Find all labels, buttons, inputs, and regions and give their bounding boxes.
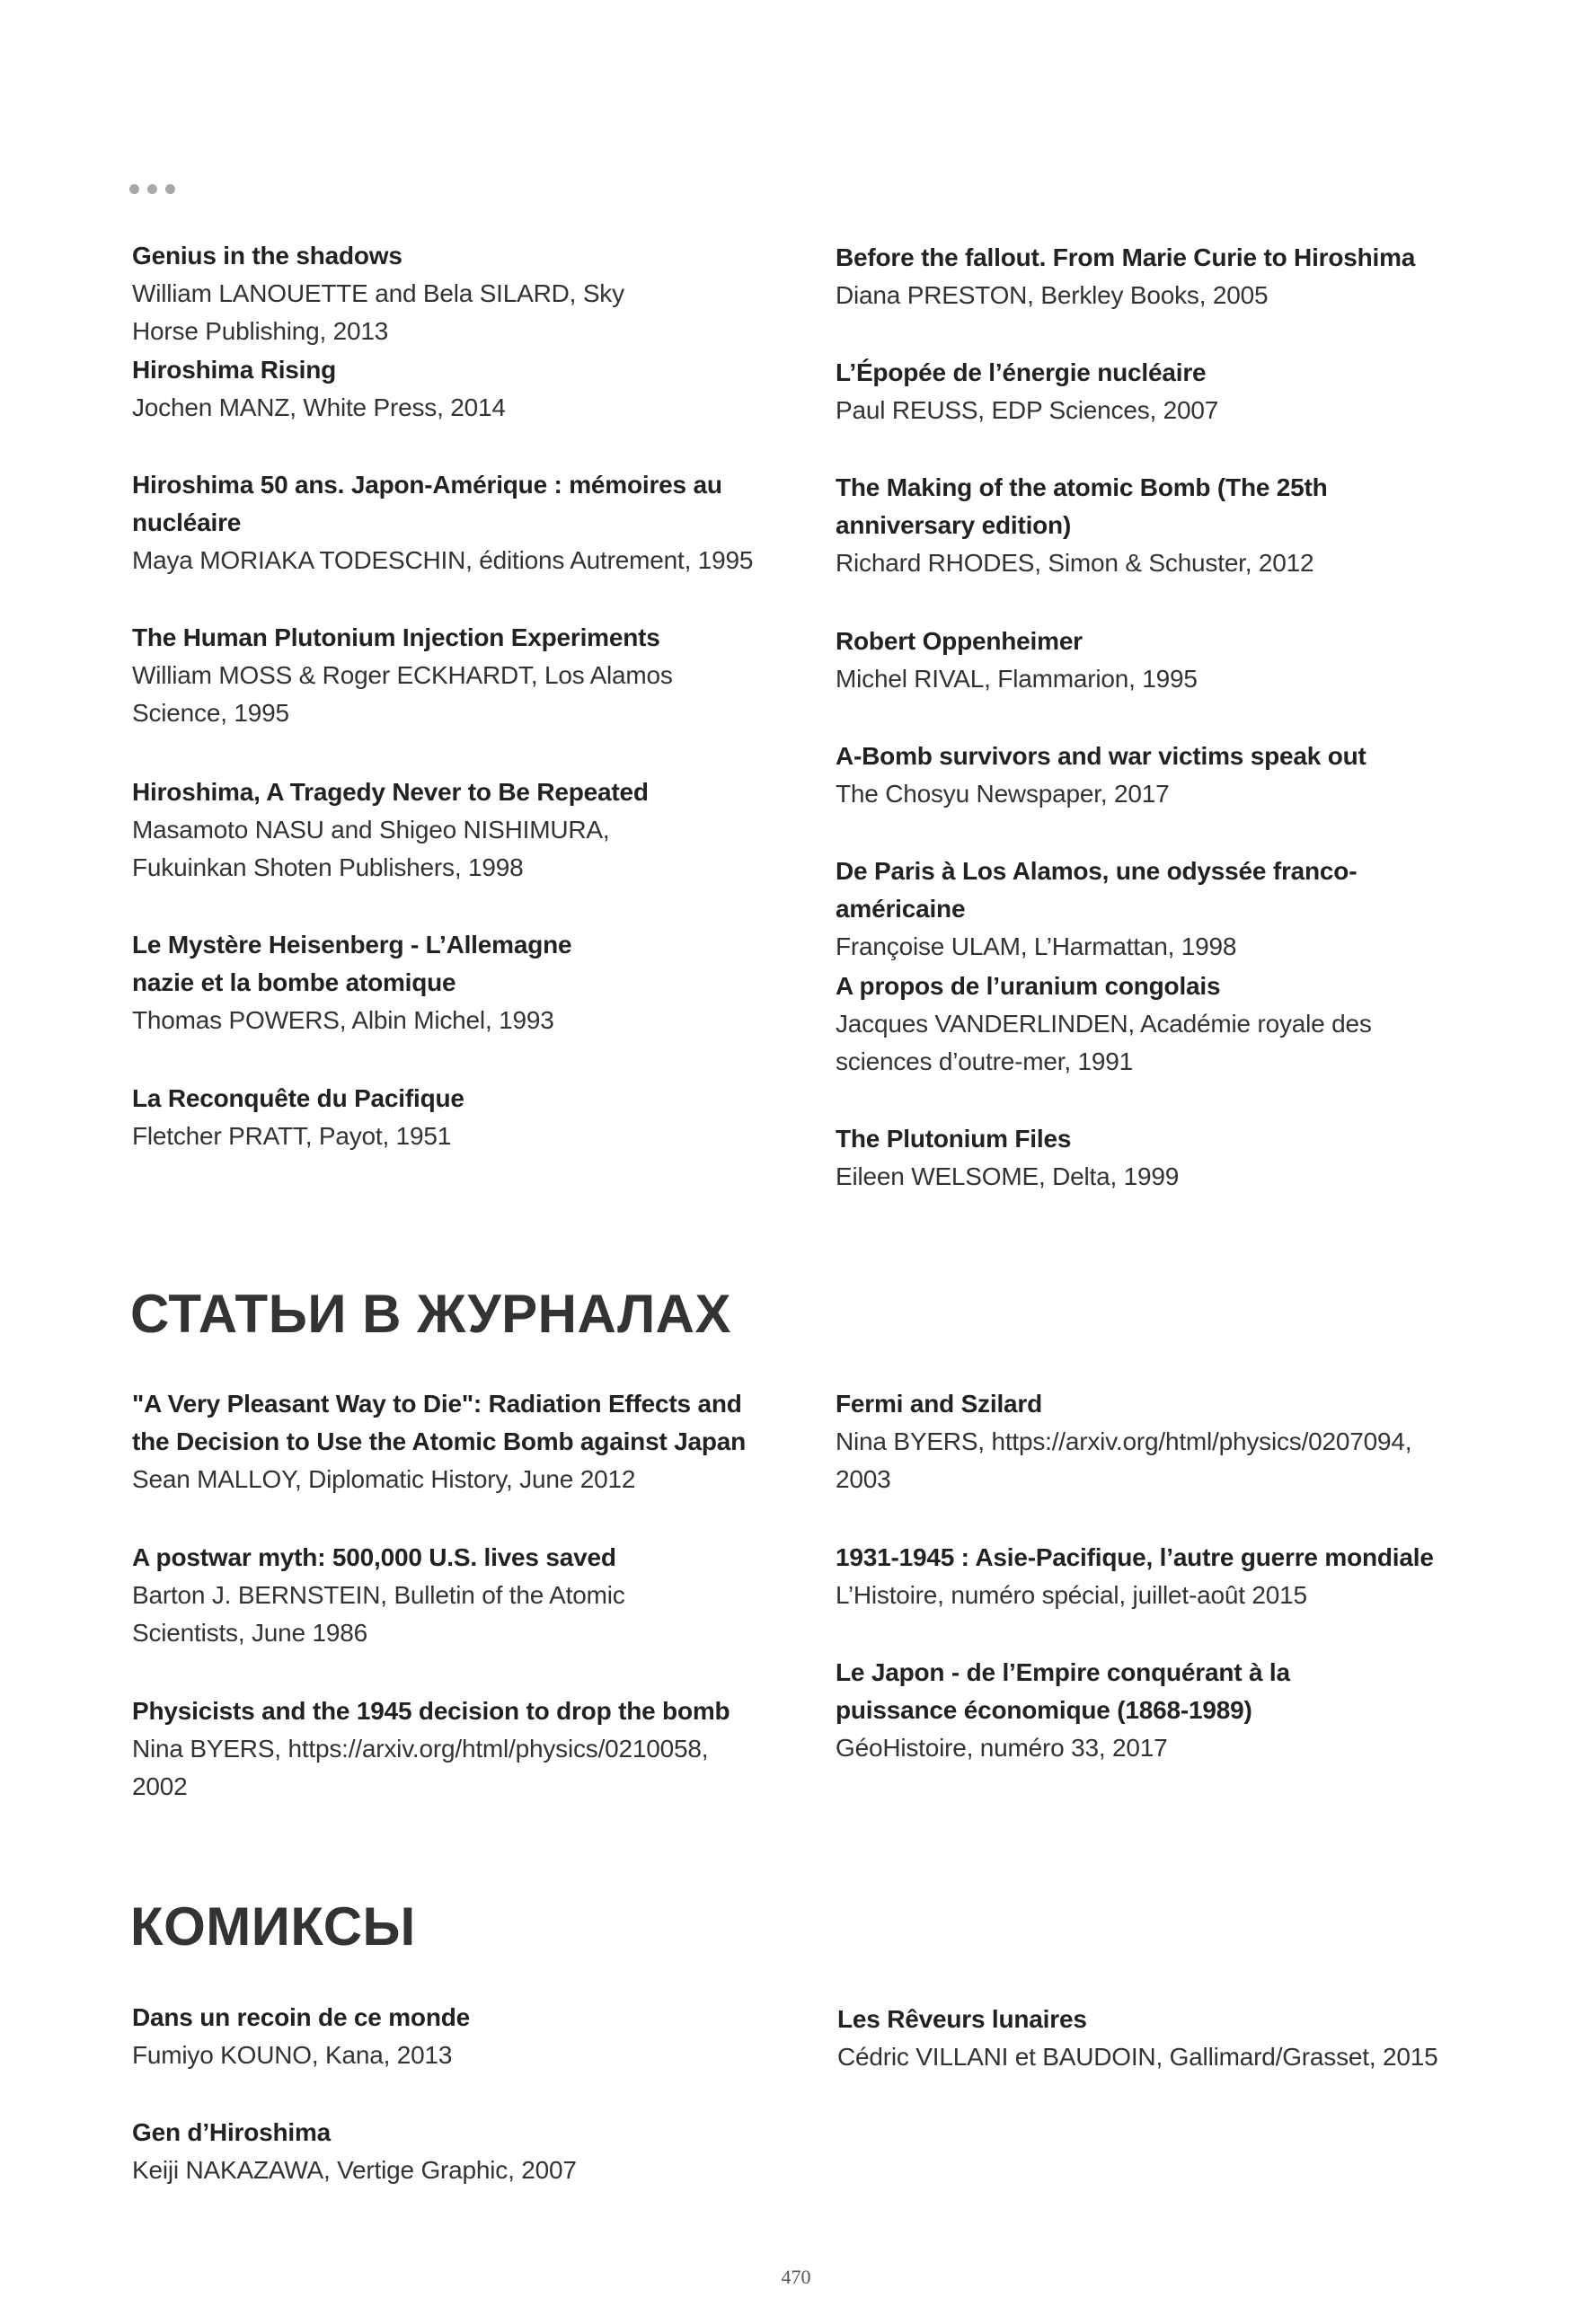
entry-details: L’Histoire, numéro spécial, juillet-août 2015 <box>836 1581 1307 1609</box>
bibliography-entry <box>132 926 761 1080</box>
bibliography-entry <box>836 1654 1482 1767</box>
entry-details: Michel RIVAL, Flammarion, 1995 <box>836 665 1198 693</box>
entry-details: Jacques VANDERLINDEN, Académie royale des sciences d’outre-mer, 1991 <box>836 1010 1372 1075</box>
entry-title: The Plutonium Files <box>836 1125 1072 1153</box>
entry-details: Sean MALLOY, Diplomatic History, June 2012 <box>132 1465 636 1493</box>
entry-details: Masamoto NASU and Shigeo NISHIMURA, Fukuinkan Shoten Publishers, 1998 <box>132 816 610 881</box>
bibliography-entry <box>132 351 761 466</box>
dot-icon <box>129 184 139 194</box>
entry-details: Maya MORIAKA TODESCHIN, éditions Autrement, 1995 <box>132 546 754 574</box>
bibliography-entry <box>836 968 1482 1120</box>
entry-details: Keiji NAKAZAWA, Vertige Graphic, 2007 <box>132 2156 577 2184</box>
bibliography-entry <box>837 2001 1484 2076</box>
entry-details: William LANOUETTE and Bela SILARD, Sky Horse Publishing, 2013 <box>132 279 624 345</box>
dot-icon <box>165 184 175 194</box>
bibliography-entry <box>836 1385 1482 1539</box>
bibliography-entry <box>132 466 761 619</box>
entry-title: 1931-1945 : Asie-Pacifique, l’autre guerre mondiale <box>836 1543 1434 1571</box>
entry-title: The Human Plutonium Injection Experiments <box>132 623 660 651</box>
entry-title: Hiroshima Rising <box>132 356 337 384</box>
entry-title: A postwar myth: 500,000 U.S. lives saved <box>132 1543 616 1571</box>
entry-details: Nina BYERS, https://arxiv.org/html/physics/0210058, 2002 <box>132 1735 709 1800</box>
entry-title: Hiroshima, A Tragedy Never to Be Repeated <box>132 778 649 806</box>
bibliography-entry <box>836 738 1482 853</box>
entry-title: De Paris à Los Alamos, une odyssée franco-américaine <box>836 857 1358 923</box>
articles-heading: СТАТЬИ В ЖУРНАЛАХ <box>130 1284 732 1344</box>
entry-details: Cédric VILLANI et BAUDOIN, Gallimard/Grasset, 2015 <box>837 2043 1438 2071</box>
entry-title: A-Bomb survivors and war victims speak out <box>836 742 1366 770</box>
bibliography-entry <box>836 354 1482 469</box>
books-right-column <box>836 239 1482 1196</box>
entry-details: Fletcher PRATT, Payot, 1951 <box>132 1122 452 1150</box>
comics-heading: КОМИКСЫ <box>130 1896 416 1957</box>
bibliography-entry <box>132 237 761 351</box>
bibliography-entry <box>836 469 1482 623</box>
entry-title: La Reconquête du Pacifique <box>132 1084 464 1112</box>
dot-icon <box>147 184 157 194</box>
entry-details: The Chosyu Newspaper, 2017 <box>836 780 1170 808</box>
articles-right-column <box>836 1385 1482 1767</box>
bibliography-entry <box>132 1999 761 2114</box>
bibliography-entry <box>836 239 1482 354</box>
bibliography-entry <box>132 1539 779 1692</box>
entry-title: L’Épopée de l’énergie nucléaire <box>836 358 1207 386</box>
entry-details: Jochen MANZ, White Press, 2014 <box>132 393 506 421</box>
bibliography-entry <box>836 623 1482 738</box>
entry-title: Le Mystère Heisenberg - L’Allemagne nazie et la bombe atomique <box>132 931 572 996</box>
entry-details: Richard RHODES, Simon & Schuster, 2012 <box>836 549 1314 577</box>
entry-details: Diana PRESTON, Berkley Books, 2005 <box>836 281 1269 309</box>
entry-title: Les Rêveurs lunaires <box>837 2005 1087 2033</box>
entry-title: Physicists and the 1945 decision to drop the bomb <box>132 1697 730 1725</box>
entry-details: Thomas POWERS, Albin Michel, 1993 <box>132 1006 554 1034</box>
section-dots <box>129 184 175 194</box>
entry-details: Nina BYERS, https://arxiv.org/html/physics/0207094, 2003 <box>836 1427 1412 1493</box>
bibliography-entry <box>132 1385 779 1539</box>
entry-details: GéoHistoire, numéro 33, 2017 <box>836 1734 1168 1762</box>
bibliography-entry <box>132 1080 761 1155</box>
entry-title: Fermi and Szilard <box>836 1390 1042 1418</box>
entry-title: "A Very Pleasant Way to Die": Radiation Effects and the Decision to Use the Atomic Bomb against Japan <box>132 1390 747 1455</box>
books-left-column <box>132 237 761 1155</box>
entry-details: Françoise ULAM, L’Harmattan, 1998 <box>836 932 1237 960</box>
entry-title: The Making of the atomic Bomb (The 25th anniversary edition) <box>836 473 1328 539</box>
entry-details: Paul REUSS, EDP Sciences, 2007 <box>836 396 1219 424</box>
entry-title: Dans un recoin de ce monde <box>132 2003 470 2031</box>
bibliography-entry <box>132 2114 761 2189</box>
entry-details: Eileen WELSOME, Delta, 1999 <box>836 1162 1180 1190</box>
entry-title: Before the fallout. From Marie Curie to Hiroshima <box>836 243 1416 271</box>
bibliography-entry <box>836 853 1482 968</box>
bibliography-entry <box>836 1120 1482 1196</box>
entry-details: Fumiyo KOUNO, Kana, 2013 <box>132 2041 453 2069</box>
entry-title: A propos de l’uranium congolais <box>836 972 1221 1000</box>
entry-title: Robert Oppenheimer <box>836 627 1083 655</box>
comics-right-column <box>837 2001 1484 2076</box>
entry-title: Gen d’Hiroshima <box>132 2118 332 2146</box>
entry-title: Genius in the shadows <box>132 242 402 270</box>
entry-title: Hiroshima 50 ans. Japon-Amérique : mémoires au nucléaire <box>132 471 722 536</box>
articles-left-column <box>132 1385 779 1806</box>
entry-title: Le Japon - de l’Empire conquérant à la puissance économique (1868-1989) <box>836 1658 1290 1724</box>
bibliography-entry <box>132 619 761 773</box>
bibliography-entry <box>132 773 761 926</box>
bibliography-entry <box>132 1692 779 1806</box>
entry-details: William MOSS & Roger ECKHARDT, Los Alamos Science, 1995 <box>132 661 673 727</box>
bibliography-entry <box>836 1539 1482 1654</box>
entry-details: Barton J. BERNSTEIN, Bulletin of the Atomic Scientists, June 1986 <box>132 1581 625 1647</box>
comics-left-column <box>132 1999 761 2189</box>
page-number: 470 <box>781 2266 811 2288</box>
